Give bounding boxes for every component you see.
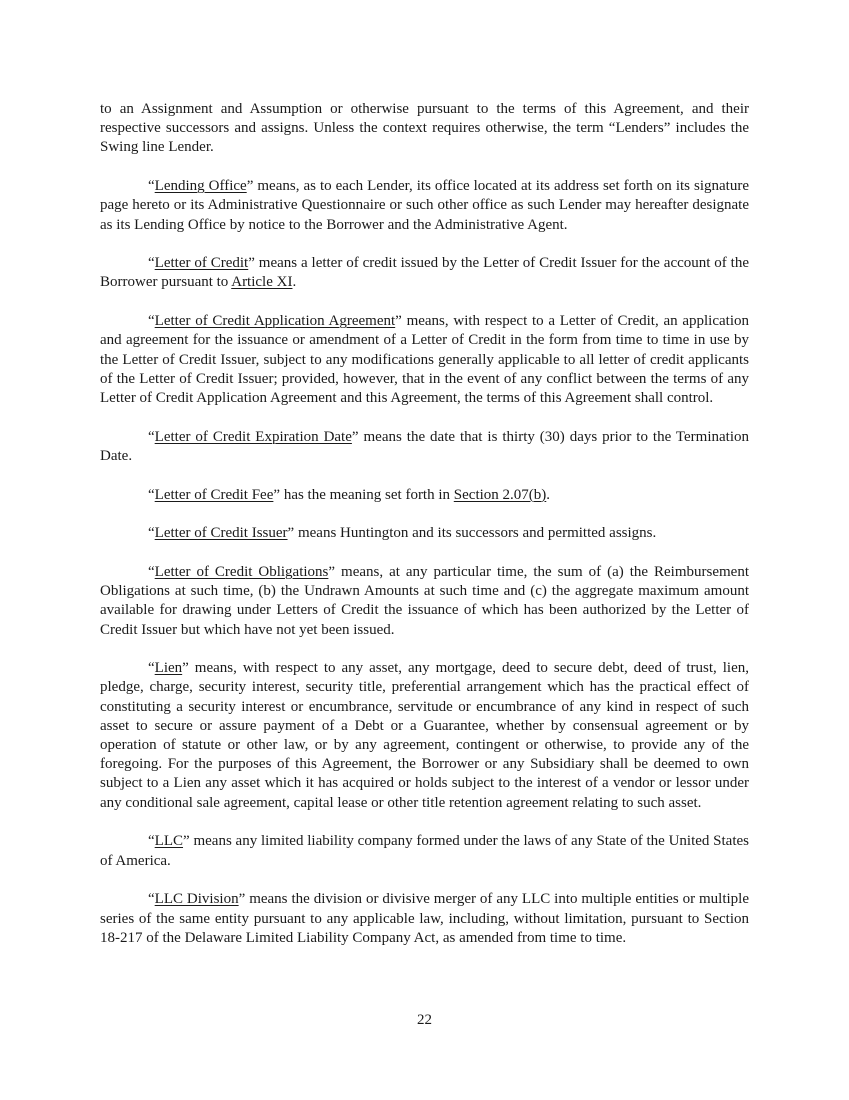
definition-letter-of-credit-expiration-date	[100, 428, 749, 466]
definition-letter-of-credit-fee	[100, 486, 749, 505]
close-quote: ”	[248, 255, 255, 272]
definition-letter-of-credit-obligations	[100, 563, 749, 640]
open-quote: “	[148, 891, 155, 908]
open-quote: “	[148, 428, 155, 445]
close-quote: ”	[273, 486, 281, 503]
trailing-punctuation: .	[292, 274, 297, 291]
open-quote: “	[148, 178, 155, 195]
defined-term: Lien	[154, 660, 183, 677]
open-quote: “	[148, 563, 155, 580]
definition-letter-of-credit	[100, 254, 749, 292]
definition-text: means a letter of credit issued by the Letter of Credit Issuer for the account of the Borrower pursuant to	[100, 255, 750, 291]
open-quote: “	[148, 660, 155, 677]
defined-term: Letter of Credit Fee	[154, 486, 274, 503]
document-page	[100, 100, 749, 967]
close-quote: ”	[395, 313, 402, 330]
definition-letter-of-credit-application-agreement	[100, 312, 749, 408]
definition-llc	[100, 832, 749, 870]
definition-text: means Huntington and its successors and permitted assigns.	[294, 525, 657, 542]
definition-lien	[100, 659, 749, 813]
definition-text: means, at any particular time, the sum of (a) the Reimbursement Obligations at such time, (b) the Undrawn Amounts at such time and (c) the aggregate maximum amount available for drawing under Letters of Credit the issuance of which has been authorized by the Letter of Credit Issuer but which have not yet been issued.	[100, 563, 749, 638]
definition-text: means, with respect to any asset, any mortgage, deed to secure debt, deed of trust, lien, pledge, charge, security interest, security title, preferential arrangement which has the practical effect of constituting a security interest or encumbrance, servitude or encumbrance of any kind in respect of such asset to secure or assure payment of a Debt or a Guarantee, whether by consensual agreement or by operation of statute or other law, or by any agreement, contingent or otherwise, to provide any of the foregoing. For the purposes of this Agreement, the Borrower or any Subsidiary shall be deemed to own subject to a Lien any asset which it has acquired or holds subject to the interest of a vendor or lessor under any conditional sale agreement, capital lease or other title retention agreement relating to such asset.	[100, 660, 749, 811]
definition-lending-office	[100, 177, 749, 235]
defined-term: Letter of Credit Issuer	[154, 525, 288, 542]
intro-paragraph: to an Assignment and Assumption or otherwise pursuant to the terms of this Agreement, and their respective successors and assigns. Unless the context requires otherwise, the term “Lenders” includes the Swing line Lender.	[100, 101, 749, 156]
close-quote: ”	[351, 428, 359, 445]
defined-term: Letter of Credit Expiration Date	[154, 428, 352, 445]
close-quote: ”	[183, 833, 190, 850]
definition-text: means, with respect to a Letter of Credit, an application and agreement for the issuance or amendment of a Letter of Credit in the form from time to time in use by the Letter of Credit Issuer, subject to any modifications generally applicable to all letter of credit applicants of the Letter of Credit Issuer; provided, however, that in the event of any conflict between the terms of any Letter of Credit Application Agreement and this Agreement, the terms of this Agreement shall control.	[100, 313, 749, 406]
cross-reference: Section 2.07(b)	[453, 486, 547, 503]
defined-term: Letter of Credit Obligations	[154, 563, 329, 580]
definition-text: means the date that is thirty (30) days prior to the Termination Date.	[100, 428, 749, 464]
cross-reference: Article XI	[231, 274, 293, 291]
close-quote: ”	[328, 563, 336, 580]
trailing-punctuation: .	[546, 486, 551, 503]
open-quote: “	[148, 255, 155, 272]
definition-text: means the division or divisive merger of any LLC into multiple entities or multiple series of the same entity pursuant to any applicable law, including, without limitation, pursuant to Section 18-217 of the Delaware Limited Liability Company Act, as amended from time to time.	[100, 891, 749, 946]
open-quote: “	[148, 833, 155, 850]
definition-text: means, as to each Lender, its office located at its address set forth on its signature page hereto or its Administrative Questionnaire or such other office as such Lender may hereafter designate as its Lending Office by notice to the Borrower and the Administrative Agent.	[100, 178, 749, 233]
defined-term: LLC	[154, 833, 184, 850]
definition-text: means any limited liability company formed under the laws of any State of the United States of America.	[100, 833, 749, 869]
definition-letter-of-credit-issuer	[100, 524, 749, 543]
close-quote: ”	[287, 525, 295, 542]
page-number: 22	[417, 1012, 432, 1028]
open-quote: “	[148, 313, 155, 330]
defined-term: Letter of Credit Application Agreement	[154, 313, 396, 330]
defined-term: Letter of Credit	[154, 255, 249, 272]
definition-llc-division	[100, 890, 749, 948]
close-quote: ”	[246, 178, 254, 195]
open-quote: “	[148, 486, 155, 503]
defined-term: Lending Office	[154, 178, 247, 195]
definition-text: has the meaning set forth in	[280, 486, 454, 503]
defined-term: LLC Division	[154, 891, 239, 908]
close-quote: ”	[238, 891, 246, 908]
close-quote: ”	[182, 660, 189, 677]
open-quote: “	[148, 525, 155, 542]
definitions-list	[100, 177, 749, 948]
